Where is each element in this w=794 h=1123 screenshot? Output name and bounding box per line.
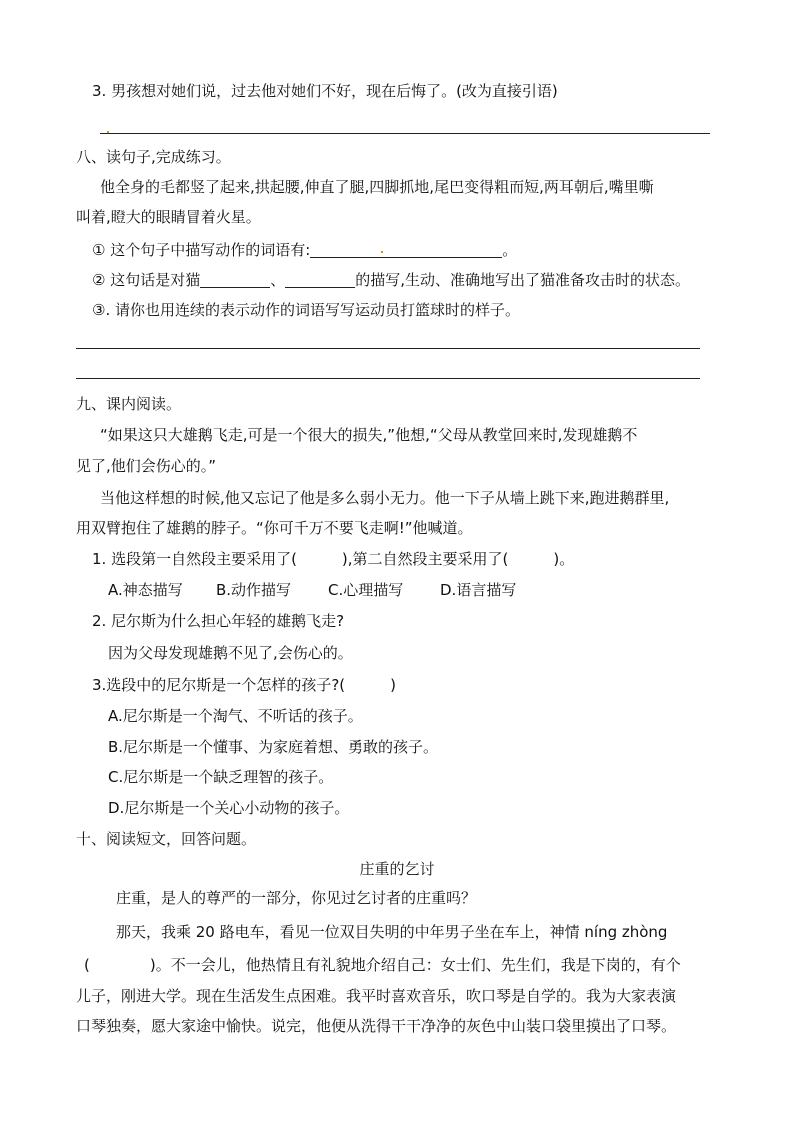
option-a[interactable]: A.尼尔斯是一个淘气、不听话的孩子。 xyxy=(108,707,363,725)
article-paragraph: 那天，我乘 20 路电车，看见一位双目失明的中年男子坐在车上，神情 níng zhòng xyxy=(116,923,668,941)
sec8-question-2 xyxy=(92,270,690,290)
section-10-heading: 十、阅读短文，回答问题。 xyxy=(76,830,257,848)
question-text: 。 xyxy=(502,241,518,259)
passage-line: 用双臂抱住了雄鹅的脖子。“你可千万不要飞走啊!”他喊道。 xyxy=(76,519,473,537)
option-c[interactable]: C.心理描写 xyxy=(328,581,404,599)
answer-text: 因为父母发现雄鹅不见了,会伤心的。 xyxy=(108,644,353,662)
passage-line: 见了,他们会伤心的。” xyxy=(76,457,217,475)
q7-item-3: 3. 男孩想对她们说，过去他对她们不好，现在后悔了。(改为直接引语) xyxy=(92,82,558,100)
option-b[interactable]: B.尼尔斯是一个懂事、为家庭着想、勇敢的孩子。 xyxy=(108,738,439,756)
answer-line[interactable] xyxy=(100,133,710,134)
ink-speck xyxy=(381,251,383,253)
question-text: 的描写,生动、准确地写出了猫准备攻击时的状态。 xyxy=(355,271,691,289)
article-paragraph: 口琴独奏，愿大家途中愉快。说完，他便从洗得干干净净的灰色中山装口袋里摸出了口琴。 xyxy=(76,1017,677,1035)
option-d[interactable]: D.尼尔斯是一个关心小动物的孩子。 xyxy=(108,799,350,817)
question-text: ② 这句话是对猫 xyxy=(92,271,201,289)
option-d[interactable]: D.语言描写 xyxy=(440,581,517,599)
sec9-question-2: 2. 尼尔斯为什么担心年轻的雄鹅飞走? xyxy=(92,612,345,630)
section-8-heading: 八、读句子,完成练习。 xyxy=(76,148,231,166)
section-9-heading: 九、课内阅读。 xyxy=(76,395,182,413)
article-paragraph: ( )。不一会儿，他热情且有礼貌地介绍自己：女士们、先生们，我是下岗的，有个 xyxy=(84,956,681,974)
answer-line[interactable] xyxy=(76,378,700,379)
sec9-question-3: 3.选段中的尼尔斯是一个怎样的孩子?( ) xyxy=(92,676,396,694)
article-title: 庄重的乞讨 xyxy=(359,860,435,878)
question-text: 、 xyxy=(270,271,286,289)
option-a[interactable]: A.神态描写 xyxy=(108,581,183,599)
question-text: ① 这个句子中描写动作的词语有: xyxy=(92,241,311,259)
passage-line: “如果这只大雄鹅飞走,可是一个很大的损失,”他想,“父母从教堂回来时,发现雄鹅不 xyxy=(100,426,638,444)
sec8-question-3: ③. 请你也用连续的表示动作的词语写写运动员打篮球时的样子。 xyxy=(92,301,520,319)
passage-line: 当他这样想的时候,他又忘记了他是多么弱小无力。他一下子从墙上跳下来,跑进鹅群里, xyxy=(100,489,670,507)
article-paragraph: 儿子，刚进大学。现在生活发生点困难。我平时喜欢音乐，吹口琴是自学的。我为大家表演 xyxy=(76,987,677,1005)
fill-blank[interactable] xyxy=(310,241,502,258)
sec9-question-1: 1. 选段第一自然段主要采用了( ),第二自然段主要采用了( )。 xyxy=(92,550,575,568)
option-c[interactable]: C.尼尔斯是一个缺乏理智的孩子。 xyxy=(108,768,334,786)
answer-line[interactable] xyxy=(76,348,700,349)
sec8-question-1 xyxy=(92,240,517,260)
fill-blank[interactable] xyxy=(200,271,270,288)
passage-line: 叫着,瞪大的眼睛冒着火星。 xyxy=(76,208,261,226)
article-paragraph: 庄重，是人的尊严的一部分，你见过乞讨者的庄重吗？ xyxy=(116,889,477,907)
option-b[interactable]: B.动作描写 xyxy=(216,581,292,599)
fill-blank[interactable] xyxy=(285,271,355,288)
passage-line: 他全身的毛都竖了起来,拱起腰,伸直了腿,四脚抓地,尾巴变得粗而短,两耳朝后,嘴里嘶 xyxy=(100,178,654,196)
